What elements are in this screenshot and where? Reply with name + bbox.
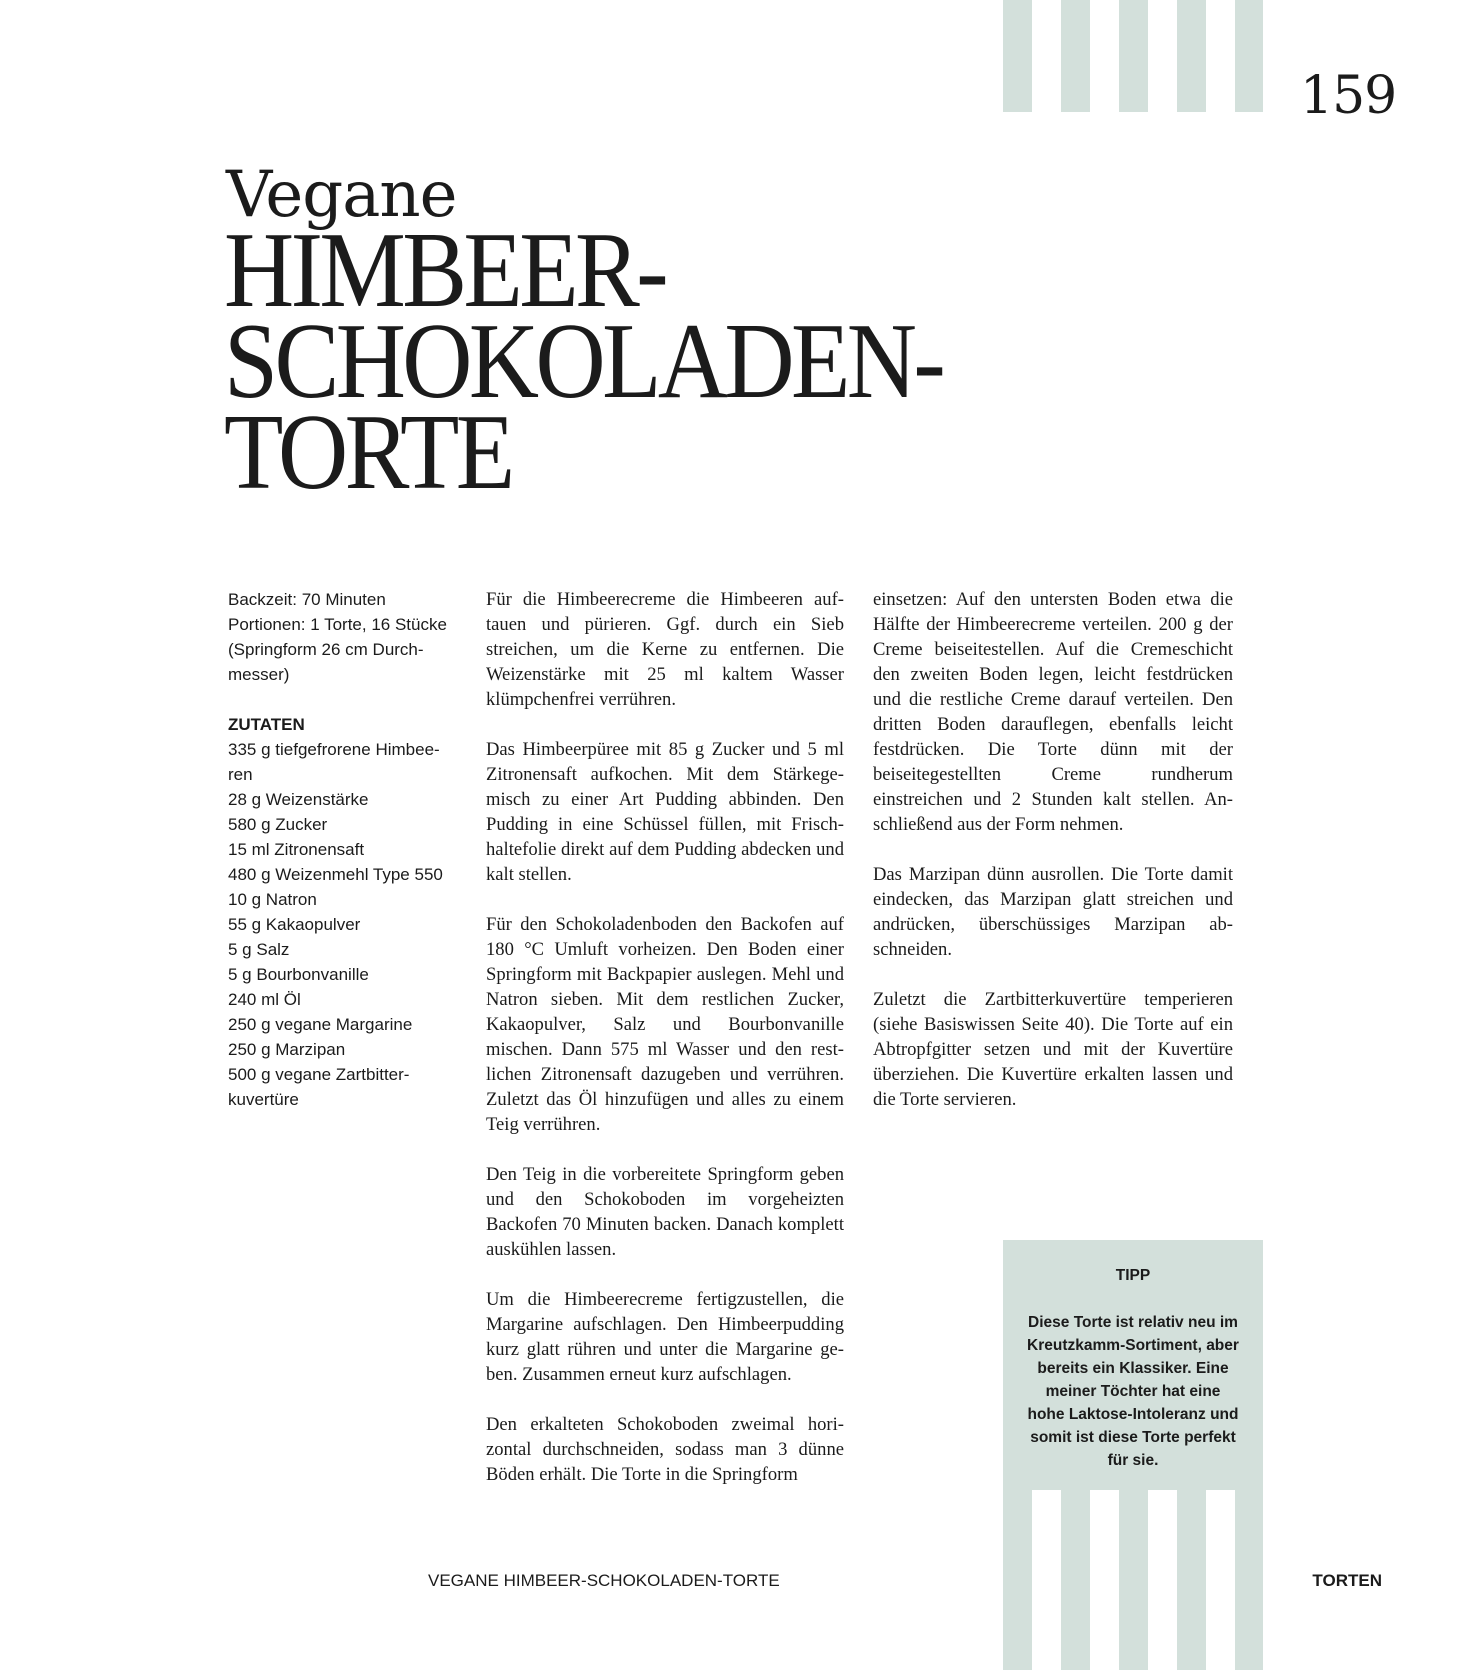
- page-number: 159: [1300, 66, 1397, 126]
- ingredients-heading: ZUTATEN: [228, 715, 305, 734]
- instruction-paragraph: Für die Himbeerecreme die Himbeeren auftauen und pürieren. Ggf. durch ein Sieb streichen, um die Kerne zu entfernen. Die Weizenstärke mit 25 ml kaltem Wasser klümpchenfrei verrühren.: [486, 589, 844, 710]
- ingredient-item: 250 g vegane Margarine: [228, 1015, 413, 1034]
- title-line: TORTE: [224, 393, 512, 512]
- ingredient-item: 10 g Natron: [228, 890, 317, 909]
- portionen: Portionen: 1 Torte, 16 Stücke (Springform 26 cm Durchmesser): [228, 615, 447, 684]
- ingredient-item: 55 g Kakaopulver: [228, 915, 361, 934]
- ingredient-item: 28 g Weizenstärke: [228, 790, 369, 809]
- instruction-paragraph: Das Marzipan dünn ausrollen. Die Torte damit eindecken, das Marzipan glatt streichen und andrücken, überschüssiges Marzipan abschneiden.: [873, 864, 1233, 960]
- ingredient-item: 5 g Bourbonvanille: [228, 965, 369, 984]
- decorative-stripes-top: [1003, 0, 1263, 112]
- instruction-paragraph: Den erkalteten Schokoboden zweimal horizontal durchschneiden, sodass man 3 dünne Böden erhält. Die Torte in die Springform: [486, 1414, 844, 1485]
- ingredient-item: 335 g tiefgefrorene Himbeeren: [228, 740, 440, 784]
- recipe-meta: [228, 587, 458, 1112]
- title-line: SCHOKOLADEN-: [224, 302, 943, 421]
- instruction-paragraph: Für den Schokoladenboden den Backofen auf 180 °C Umluft vorheizen. Den Boden einer Springform mit Backpapier auslegen. Mehl und Natron sieben. Mit dem restlichen Zucker, Kakaopulver, Salz und Bourbonvanille mischen. Dann 575 ml Wasser und den restlichen Zitronensaft dazugeben und verrühren. Zuletzt das Öl hinzufügen und alles zu einem Teig verrühren.: [486, 914, 844, 1135]
- instruction-paragraph: Den Teig in die vorbereitete Springform geben und den Schokoboden im vorgeheizten Backofen 70 Minuten backen. Danach komplett auskühlen lassen.: [486, 1164, 844, 1260]
- title-line: HIMBEER-: [224, 211, 665, 330]
- ingredient-item: 500 g vegane Zartbitterkuvertüre: [228, 1065, 410, 1109]
- ingredient-item: 250 g Marzipan: [228, 1040, 346, 1059]
- backzeit: Backzeit: 70 Minuten: [228, 590, 386, 609]
- tip-text: Diese Torte ist relativ neu im Kreutzkamm-Sortiment, aber bereits ein Klassiker. Eine meiner Töchter hat eine hohe Laktose-Intoleranz und somit ist diese Torte perfekt für sie.: [1027, 1314, 1239, 1469]
- ingredient-item: 480 g Weizenmehl Type 550: [228, 865, 443, 884]
- ingredient-item: 580 g Zucker: [228, 815, 328, 834]
- instruction-paragraph: Das Himbeerpüree mit 85 g Zucker und 5 ml Zitronensaft aufkochen. Mit dem Stärkegemisch zu einer Art Pudding abbinden. Den Pudding in eine Schüssel füllen, mit Frischhaltefolie direkt auf dem Pudding abdecken und kalt stellen.: [486, 739, 844, 885]
- tip-box: [1003, 1240, 1263, 1490]
- tip-title: TIPP: [1115, 1267, 1151, 1284]
- instructions-column-1: [486, 587, 844, 1512]
- instructions-column-2: [873, 587, 1233, 1137]
- title-kicker: Vegane: [226, 158, 457, 232]
- ingredients-list: [228, 737, 458, 1112]
- ingredient-item: 15 ml Zitronensaft: [228, 840, 365, 859]
- instruction-paragraph: Um die Himbeerecreme fertigzustellen, die Margarine aufschlagen. Den Himbeerpudding kurz glatt rühren und unter die Margarine geben. Zusammen erneut kurz aufschlagen.: [486, 1289, 844, 1385]
- ingredient-item: 240 ml Öl: [228, 990, 301, 1009]
- decorative-stripes-bottom: [1003, 1490, 1263, 1670]
- footer-section-name: TORTEN: [1312, 1571, 1382, 1590]
- instruction-paragraph: Zuletzt die Zartbitterkuvertüre temperieren (siehe Basiswissen Seite 40). Die Torte auf ein Abtropfgitter setzen und mit der Kuvertüre überziehen. Die Kuvertüre erkalten lassen und die Torte servieren.: [873, 989, 1233, 1110]
- ingredient-item: 5 g Salz: [228, 940, 290, 959]
- instruction-paragraph: einsetzen: Auf den untersten Boden etwa die Hälfte der Himbeerecreme verteilen. 200 g der Creme beiseitestellen. Auf die Cremeschicht den zweiten Boden legen, leicht festdrücken und die restliche Creme darauf verteilen. Den dritten Boden darauflegen, ebenfalls leicht festdrücken. Die Torte dünn mit der beiseitegestellten Creme rundherum einstreichen und 2 Stunden kalt stellen. Anschließend aus der Form nehmen.: [873, 589, 1233, 835]
- recipe-title: [224, 211, 943, 512]
- footer-recipe-name: VEGANE HIMBEER-SCHOKOLADEN-TORTE: [428, 1571, 780, 1590]
